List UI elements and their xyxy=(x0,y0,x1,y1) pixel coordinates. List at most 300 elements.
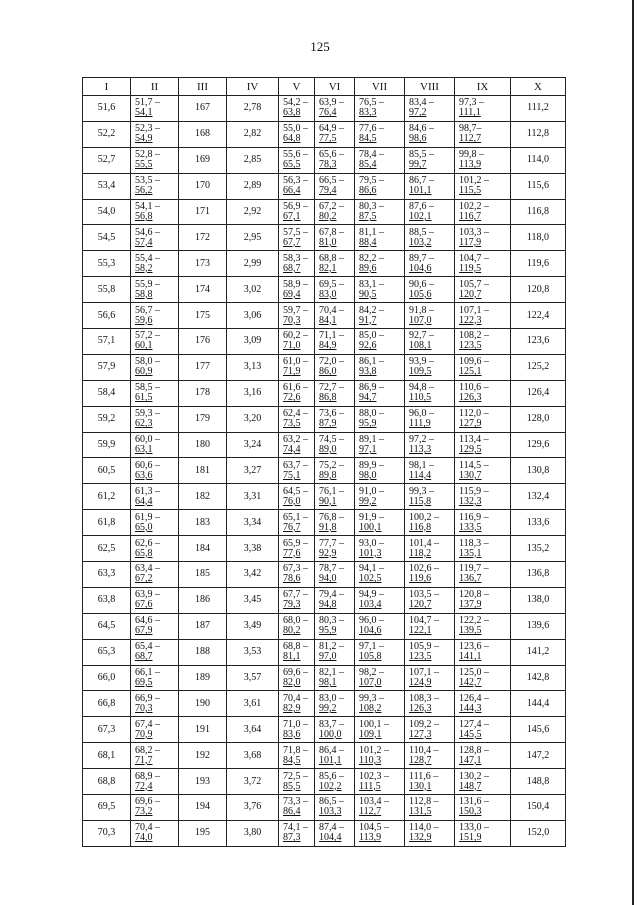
table-cell: 67,3 xyxy=(83,717,131,743)
range-start: 102,3 – xyxy=(359,770,389,782)
range-start: 105,9 – xyxy=(409,641,439,653)
table-cell: 2,78 xyxy=(227,96,279,122)
range-end: 90,1 xyxy=(319,495,337,507)
table-cell: 65,3 xyxy=(83,639,131,665)
range-end: 133,5 xyxy=(459,521,482,533)
range-start: 89,1 – xyxy=(359,434,384,446)
range-start: 89,7 – xyxy=(409,252,434,264)
range-start: 91,9 – xyxy=(359,511,384,523)
range-start: 125,0 – xyxy=(459,667,489,679)
range-cell xyxy=(405,743,455,769)
range-cell xyxy=(455,717,511,743)
range-cell xyxy=(131,173,179,199)
range-cell xyxy=(355,613,405,639)
page-edge-line xyxy=(632,0,634,905)
range-start: 79,4 – xyxy=(319,589,344,601)
table-row xyxy=(83,820,566,846)
range-end: 136,7 xyxy=(459,573,482,585)
range-end: 104,4 xyxy=(319,832,342,844)
table-cell: 60,5 xyxy=(83,458,131,484)
range-start: 57,5 – xyxy=(283,226,308,238)
range-end: 95,9 xyxy=(319,625,337,637)
range-end: 69,4 xyxy=(283,288,301,300)
table-cell: 123,6 xyxy=(511,329,566,355)
table-cell: 167 xyxy=(179,96,227,122)
range-cell xyxy=(131,147,179,173)
range-start: 109,6 – xyxy=(459,356,489,368)
range-start: 77,6 – xyxy=(359,123,384,135)
range-end: 112,7 xyxy=(459,133,482,145)
range-end: 117,9 xyxy=(459,236,482,248)
range-end: 126,3 xyxy=(409,702,432,714)
range-cell xyxy=(131,665,179,691)
range-cell xyxy=(355,665,405,691)
range-cell xyxy=(355,536,405,562)
range-start: 99,3 – xyxy=(359,692,384,704)
range-start: 81,2 – xyxy=(319,641,344,653)
range-cell xyxy=(131,329,179,355)
table-cell: 126,4 xyxy=(511,380,566,406)
range-end: 102,1 xyxy=(409,211,432,222)
range-start: 93,9 – xyxy=(409,356,434,368)
range-end: 77,5 xyxy=(319,133,337,145)
range-start: 116,9 – xyxy=(459,511,489,523)
range-end: 72,4 xyxy=(135,780,153,792)
range-cell xyxy=(355,795,405,821)
range-cell xyxy=(405,717,455,743)
range-end: 111,1 xyxy=(459,107,481,119)
table-cell: 61,8 xyxy=(83,510,131,536)
range-cell xyxy=(279,769,315,795)
range-end: 80,2 xyxy=(283,625,301,637)
range-start: 107,1 – xyxy=(409,667,439,679)
range-cell xyxy=(405,562,455,588)
range-end: 65,0 xyxy=(135,521,153,533)
column-header: IX xyxy=(455,78,511,96)
column-header: VIII xyxy=(405,78,455,96)
range-end: 83,0 xyxy=(319,288,337,300)
range-start: 53,5 – xyxy=(135,175,160,187)
range-cell xyxy=(405,354,455,380)
range-cell xyxy=(455,795,511,821)
range-start: 81,1 – xyxy=(359,226,384,238)
table-row xyxy=(83,96,566,122)
range-end: 91,8 xyxy=(319,521,337,533)
column-header: II xyxy=(131,78,179,96)
range-end: 124,9 xyxy=(409,677,432,689)
column-header: III xyxy=(179,78,227,96)
range-start: 107,1 – xyxy=(459,304,489,316)
range-cell xyxy=(355,329,405,355)
range-start: 96,0 – xyxy=(409,408,434,420)
table-cell: 129,6 xyxy=(511,432,566,458)
range-start: 85,6 – xyxy=(319,770,344,782)
range-end: 79,4 xyxy=(319,185,337,197)
table-row xyxy=(83,251,566,277)
table-cell: 70,3 xyxy=(83,820,131,846)
table-cell: 144,4 xyxy=(511,691,566,717)
table-cell: 3,31 xyxy=(227,484,279,510)
range-end: 115,8 xyxy=(409,495,432,507)
range-end: 67,2 xyxy=(135,573,153,585)
range-end: 54,9 xyxy=(135,133,153,145)
table-cell: 182 xyxy=(179,484,227,510)
range-start: 86,4 – xyxy=(319,744,344,756)
range-end: 60,1 xyxy=(135,340,153,352)
range-start: 63,9 – xyxy=(319,97,344,109)
range-cell xyxy=(455,743,511,769)
range-start: 103,3 – xyxy=(459,226,489,238)
table-row xyxy=(83,199,566,225)
range-cell xyxy=(279,665,315,691)
table-cell: 122,4 xyxy=(511,303,566,329)
range-end: 109,1 xyxy=(359,728,382,740)
range-start: 114,0 – xyxy=(409,822,439,834)
range-end: 86,6 xyxy=(359,185,377,197)
range-end: 113,3 xyxy=(409,444,432,456)
range-cell xyxy=(355,769,405,795)
range-cell xyxy=(405,406,455,432)
range-cell xyxy=(315,199,355,225)
table-cell: 145,6 xyxy=(511,717,566,743)
range-start: 110,6 – xyxy=(459,382,489,394)
range-end: 58,8 xyxy=(135,288,153,300)
data-table xyxy=(82,77,566,847)
table-cell: 174 xyxy=(179,277,227,303)
range-cell xyxy=(455,820,511,846)
range-cell xyxy=(279,121,315,147)
range-start: 97,3 – xyxy=(459,97,484,109)
range-cell xyxy=(355,743,405,769)
range-cell xyxy=(315,639,355,665)
range-cell xyxy=(279,432,315,458)
range-start: 70,4 – xyxy=(319,304,344,316)
range-cell xyxy=(455,484,511,510)
range-start: 56,9 – xyxy=(283,201,308,212)
range-start: 113,4 – xyxy=(459,434,489,446)
range-start: 72,0 – xyxy=(319,356,344,368)
range-cell xyxy=(455,251,511,277)
range-start: 79,5 – xyxy=(359,175,384,187)
range-end: 78,3 xyxy=(319,159,337,171)
range-end: 93,8 xyxy=(359,366,377,378)
table-row xyxy=(83,432,566,458)
range-end: 86,4 xyxy=(283,806,301,818)
range-end: 104,6 xyxy=(359,625,382,637)
range-start: 89,9 – xyxy=(359,459,384,471)
range-cell xyxy=(315,665,355,691)
range-end: 84,5 xyxy=(359,133,377,145)
range-cell xyxy=(315,458,355,484)
range-end: 67,7 xyxy=(283,236,301,248)
range-end: 101,1 xyxy=(409,185,432,197)
range-start: 104,7 – xyxy=(459,252,489,264)
table-cell: 116,8 xyxy=(511,199,566,225)
range-end: 115,5 xyxy=(459,185,482,197)
range-end: 130,7 xyxy=(459,469,482,481)
table-cell: 57,9 xyxy=(83,354,131,380)
range-cell xyxy=(355,691,405,717)
range-cell xyxy=(131,691,179,717)
range-end: 101,1 xyxy=(319,754,342,766)
range-cell xyxy=(279,329,315,355)
range-end: 142,7 xyxy=(459,677,482,689)
range-cell xyxy=(315,562,355,588)
range-end: 59,6 xyxy=(135,314,153,326)
table-cell: 185 xyxy=(179,562,227,588)
range-start: 63,7 – xyxy=(283,459,308,471)
range-start: 80,3 – xyxy=(359,201,384,212)
range-start: 74,1 – xyxy=(283,822,308,834)
range-cell xyxy=(455,510,511,536)
range-start: 96,0 – xyxy=(359,615,384,627)
table-cell: 172 xyxy=(179,225,227,251)
range-start: 69,6 – xyxy=(135,796,160,808)
range-cell xyxy=(455,536,511,562)
range-end: 110,5 xyxy=(409,392,432,404)
range-end: 111,9 xyxy=(409,418,431,430)
range-cell xyxy=(315,277,355,303)
range-end: 56,8 xyxy=(135,211,153,222)
table-cell: 111,2 xyxy=(511,96,566,122)
range-end: 123,5 xyxy=(459,340,482,352)
range-start: 77,7 – xyxy=(319,537,344,549)
range-cell xyxy=(315,769,355,795)
range-cell xyxy=(355,303,405,329)
table-cell: 128,0 xyxy=(511,406,566,432)
range-end: 78,6 xyxy=(283,573,301,585)
range-cell xyxy=(455,354,511,380)
range-start: 97,1 – xyxy=(359,641,384,653)
range-start: 52,3 – xyxy=(135,123,160,135)
table-cell: 152,0 xyxy=(511,820,566,846)
range-cell xyxy=(279,795,315,821)
range-cell xyxy=(315,329,355,355)
range-start: 74,5 – xyxy=(319,434,344,446)
range-end: 100,1 xyxy=(359,521,382,533)
range-cell xyxy=(405,639,455,665)
range-cell xyxy=(405,536,455,562)
range-cell xyxy=(131,795,179,821)
range-start: 122,2 – xyxy=(459,615,489,627)
range-end: 99,7 xyxy=(409,159,427,171)
range-start: 130,2 – xyxy=(459,770,489,782)
range-cell xyxy=(355,173,405,199)
range-start: 86,7 – xyxy=(409,175,434,187)
table-cell: 168 xyxy=(179,121,227,147)
table-cell: 52,2 xyxy=(83,121,131,147)
range-start: 131,6 – xyxy=(459,796,489,808)
table-cell: 147,2 xyxy=(511,743,566,769)
range-start: 91,0 – xyxy=(359,485,384,497)
range-start: 83,1 – xyxy=(359,278,384,290)
range-start: 58,0 – xyxy=(135,356,160,368)
range-start: 87,6 – xyxy=(409,201,434,212)
table-cell: 54,0 xyxy=(83,199,131,225)
range-start: 67,2 – xyxy=(319,201,344,212)
table-cell: 3,76 xyxy=(227,795,279,821)
range-end: 147,1 xyxy=(459,754,482,766)
range-end: 139,5 xyxy=(459,625,482,637)
range-cell xyxy=(455,277,511,303)
table-cell: 3,57 xyxy=(227,665,279,691)
range-cell xyxy=(455,225,511,251)
range-cell xyxy=(455,769,511,795)
range-end: 90,5 xyxy=(359,288,377,300)
range-start: 88,5 – xyxy=(409,226,434,238)
range-cell xyxy=(355,562,405,588)
range-cell xyxy=(131,380,179,406)
range-end: 67,1 xyxy=(283,211,301,222)
range-end: 105,6 xyxy=(409,288,432,300)
range-end: 107,0 xyxy=(409,314,432,326)
range-cell xyxy=(131,121,179,147)
range-start: 65,4 – xyxy=(135,641,160,653)
range-end: 84,9 xyxy=(319,340,337,352)
range-cell xyxy=(131,406,179,432)
range-cell xyxy=(131,354,179,380)
range-start: 88,0 – xyxy=(359,408,384,420)
range-end: 55,5 xyxy=(135,159,153,171)
range-cell xyxy=(355,96,405,122)
range-cell xyxy=(131,251,179,277)
range-end: 97,1 xyxy=(359,444,377,456)
range-cell xyxy=(315,536,355,562)
range-cell xyxy=(131,432,179,458)
range-start: 86,9 – xyxy=(359,382,384,394)
range-start: 82,2 – xyxy=(359,252,384,264)
table-cell: 114,0 xyxy=(511,147,566,173)
range-cell xyxy=(315,717,355,743)
column-header: IV xyxy=(227,78,279,96)
range-cell xyxy=(405,329,455,355)
range-start: 55,9 – xyxy=(135,278,160,290)
range-start: 85,5 – xyxy=(409,149,434,161)
range-start: 56,3 – xyxy=(283,175,308,187)
range-start: 102,6 – xyxy=(409,563,439,575)
range-start: 59,7 – xyxy=(283,304,308,316)
table-cell: 179 xyxy=(179,406,227,432)
table-cell: 55,3 xyxy=(83,251,131,277)
range-start: 108,2 – xyxy=(459,330,489,342)
range-cell xyxy=(315,251,355,277)
table-cell: 190 xyxy=(179,691,227,717)
range-end: 111,5 xyxy=(359,780,381,792)
range-cell xyxy=(455,147,511,173)
table-cell: 51,6 xyxy=(83,96,131,122)
range-start: 55,0 – xyxy=(283,123,308,135)
range-cell xyxy=(355,458,405,484)
range-cell xyxy=(279,691,315,717)
range-end: 127,9 xyxy=(459,418,482,430)
range-cell xyxy=(355,199,405,225)
table-row xyxy=(83,510,566,536)
range-end: 150,3 xyxy=(459,806,482,818)
range-cell xyxy=(455,96,511,122)
table-cell: 3,72 xyxy=(227,769,279,795)
range-start: 55,6 – xyxy=(283,149,308,161)
range-end: 82,9 xyxy=(283,702,301,714)
range-start: 65,6 – xyxy=(319,149,344,161)
table-cell: 59,2 xyxy=(83,406,131,432)
column-header: VI xyxy=(315,78,355,96)
range-start: 78,7 – xyxy=(319,563,344,575)
range-start: 54,1 – xyxy=(135,201,160,212)
range-cell xyxy=(315,691,355,717)
table-cell: 3,16 xyxy=(227,380,279,406)
range-cell xyxy=(315,743,355,769)
range-cell xyxy=(355,406,405,432)
range-end: 120,7 xyxy=(459,288,482,300)
range-end: 64,8 xyxy=(283,133,301,145)
range-cell xyxy=(279,406,315,432)
range-end: 82,0 xyxy=(283,677,301,689)
range-cell xyxy=(455,562,511,588)
range-start: 86,1 – xyxy=(359,356,384,368)
range-end: 113,9 xyxy=(459,159,482,171)
range-cell xyxy=(279,225,315,251)
table-cell: 3,27 xyxy=(227,458,279,484)
range-cell xyxy=(279,380,315,406)
range-cell xyxy=(131,769,179,795)
range-end: 76,0 xyxy=(283,495,301,507)
range-cell xyxy=(355,717,405,743)
range-start: 55,4 – xyxy=(135,252,160,264)
range-cell xyxy=(279,639,315,665)
table-cell: 130,8 xyxy=(511,458,566,484)
table-cell: 3,02 xyxy=(227,277,279,303)
range-end: 98,1 xyxy=(319,677,337,689)
table-cell: 56,6 xyxy=(83,303,131,329)
range-end: 108,1 xyxy=(409,340,432,352)
range-cell xyxy=(405,225,455,251)
table-cell: 3,61 xyxy=(227,691,279,717)
range-end: 122,3 xyxy=(459,314,482,326)
range-start: 102,2 – xyxy=(459,201,489,212)
range-end: 94,8 xyxy=(319,599,337,611)
range-start: 100,2 – xyxy=(409,511,439,523)
range-end: 63,1 xyxy=(135,444,153,456)
range-start: 86,5 – xyxy=(319,796,344,808)
range-start: 93,0 – xyxy=(359,537,384,549)
range-end: 67,9 xyxy=(135,625,153,637)
range-start: 94,8 – xyxy=(409,382,434,394)
table-cell: 141,2 xyxy=(511,639,566,665)
range-end: 65,8 xyxy=(135,547,153,559)
range-end: 102,5 xyxy=(359,573,382,585)
range-start: 84,2 – xyxy=(359,304,384,316)
range-start: 127,4 – xyxy=(459,718,489,730)
range-cell xyxy=(455,380,511,406)
range-start: 114,5 – xyxy=(459,459,489,471)
range-start: 76,5 – xyxy=(359,97,384,109)
range-end: 63,8 xyxy=(283,107,301,119)
range-end: 116,7 xyxy=(459,211,482,222)
range-start: 73,6 – xyxy=(319,408,344,420)
table-cell: 184 xyxy=(179,536,227,562)
range-cell xyxy=(279,96,315,122)
range-start: 112,8 – xyxy=(409,796,439,808)
range-start: 58,9 – xyxy=(283,278,308,290)
table-cell: 69,5 xyxy=(83,795,131,821)
range-start: 112,0 – xyxy=(459,408,489,420)
range-start: 60,6 – xyxy=(135,459,160,471)
range-end: 132,9 xyxy=(409,832,432,844)
range-cell xyxy=(405,147,455,173)
range-start: 94,9 – xyxy=(359,589,384,601)
range-start: 109,2 – xyxy=(409,718,439,730)
range-end: 118,2 xyxy=(409,547,432,559)
